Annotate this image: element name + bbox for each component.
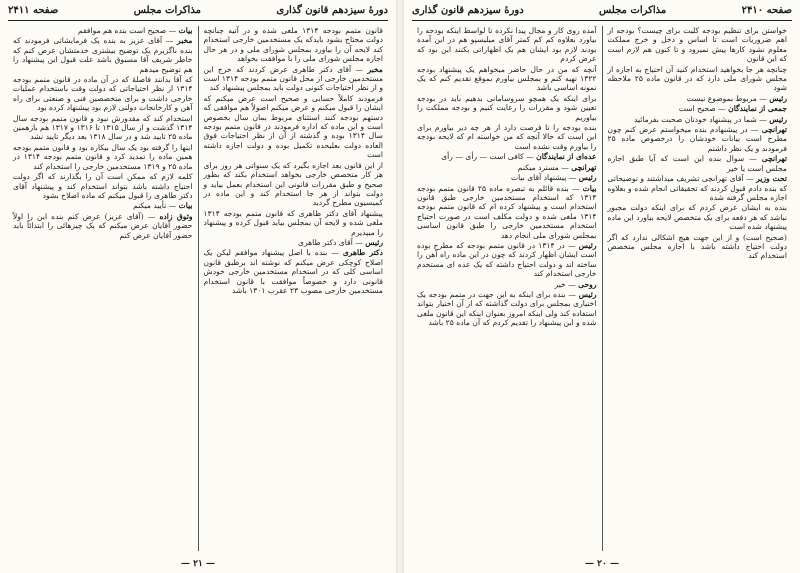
paragraph xyxy=(608,115,788,124)
speaker-dash: — xyxy=(523,152,537,162)
speaker-name: تهرانچی xyxy=(571,162,597,172)
paragraph-text: آقای عزیز به بنده یک فرمایشاتی فرمودند که بنده ناگزیرم یک توضیح بیشتری خدمتشان عرض کنم که خاطر شریف آقا مسبوق باشد علت قبول این پیشنهاد را هم توضیح میدهم xyxy=(13,36,193,74)
paragraph-text: در پیشنهادم بنده میخواستم عرض کنم چون مطرح است بیانات خودشان را درخصوص ماده ۲۵ فرمودند و یک نظر داشتم xyxy=(607,125,787,153)
paragraph-text: کافی است — رأی — رأی xyxy=(441,152,524,162)
paragraph xyxy=(13,143,193,171)
speaker-dash: — xyxy=(756,114,770,124)
paragraph-text: پیشنهاد آقای بیات xyxy=(510,173,567,183)
paragraph xyxy=(417,290,597,328)
paragraph-text: کلمه لازم که ممکن است آن را بگذارند که اگر دولت احتیاج داشته باشد بتواند استخدام کند و پیشنهاد آقای دکتر طاهری را قبول میکنم که ماده اصلاح بشود xyxy=(13,172,193,200)
paragraph-text: بنده قائلم به تبصره ماده ۲۵ قانون متمم بودجه ۱۳۱۴ که استخدام مستخدمین خارجی طبق قانون استخدام است و پیشنهاد کرده ام که قانون متمم بودجه ۱۳۱۴ ملغی شده و دولت مکلف است در صورت احتیاج استخدام مستخدمین خارجی را طبق قانون اساسی بمجلس شورای ملی انجام دهد xyxy=(417,183,597,240)
paragraph xyxy=(204,238,384,247)
speaker-dash: — xyxy=(564,240,579,250)
paragraph-text: خیر xyxy=(554,279,566,289)
paragraph-text: صحیح است بنده هم موافقم xyxy=(78,26,167,35)
paragraph xyxy=(204,209,384,237)
paragraph xyxy=(608,104,788,113)
paragraph-text: برای اینکه یک همچو سروسامانی بدهیم باید در بودجه تعیین شود و مقررات را رعایت کنیم و بودجه مملکت را بیاوریم xyxy=(417,93,597,122)
right-page-column-right xyxy=(603,26,793,551)
speaker-name: تهرانچی xyxy=(761,154,787,164)
paragraph-text: مسترد میکنم xyxy=(517,162,559,172)
speaker-name: مخبر xyxy=(177,36,193,46)
paragraph-text: آنچه که من در حال حاضر میخواهم یک پیشنهاد بودجه ۱۳۲۲ تهیه کنم و بمجلس بیاورم بموقع تقدیم کنم که یک نمونه اساسی باشد xyxy=(417,64,597,93)
paragraph xyxy=(608,26,788,64)
paragraph xyxy=(204,161,384,208)
paragraph xyxy=(417,123,597,151)
speaker-name: بیات xyxy=(178,201,193,211)
speaker-dash: — xyxy=(756,93,770,103)
right-page-header-rule xyxy=(412,20,792,21)
speaker-dash: — xyxy=(162,36,178,46)
speaker-dash: — xyxy=(143,211,160,221)
speaker-name: بیات xyxy=(582,183,597,193)
paragraph xyxy=(417,152,597,161)
paragraph xyxy=(608,233,788,261)
speaker-name: تهرانچی xyxy=(761,125,788,135)
paragraph xyxy=(13,36,193,74)
speaker-dash: — xyxy=(351,64,368,74)
paragraph xyxy=(204,248,384,295)
paragraph xyxy=(608,203,788,231)
paragraph-text: در ۱۳۱۴ در قانون متمم بودجه که مطرح بوده است ایشان اظهار کردند که چون در این ماده راه آهن را ساخته اند و دولت احتیاج داشته که یک عده ای مستخدم خارجی استخدام کند xyxy=(417,240,597,279)
paragraph xyxy=(204,65,384,93)
paragraph-text: آقای دکتر طاهری عرض کردند که خرج این مستخدمین خارجی از محل قانون متمم بودجه ۱۳۱۴ است و از نظر احتیاجات کنونی دولت باید بمجلس پیشنهاد کند xyxy=(203,64,384,93)
paragraph xyxy=(417,173,597,182)
paragraph xyxy=(608,174,788,202)
paragraph xyxy=(417,163,597,172)
left-page-header xyxy=(8,2,388,18)
paragraph xyxy=(417,241,597,279)
paragraph xyxy=(204,26,384,64)
left-page xyxy=(0,0,396,573)
paragraph-text: اینها را گرفته بود یک سال بیکاره بود و قانون متمم بودجه همین ماده را تمدید کرد و قانون متمم بودجه ۱۳۱۴ در ماده ۲۵ و ۱۳۱۹ مستخدمین خارجی را استخدام کند xyxy=(13,142,193,171)
paragraph xyxy=(608,125,788,153)
paragraph xyxy=(417,26,597,64)
right-page-session: دورهٔ سیزدهم قانون گذاری xyxy=(412,4,524,16)
paragraph xyxy=(13,172,193,200)
paragraph xyxy=(608,154,788,173)
paragraph-text: استخدام کند که مقدورش نبود و قانون متمم بودجه سال ۱۳۱۴ گذشت و از سال ۱۳۱۵ تا ۱۳۱۶ و ۱۳۱۷ هم بازهمین ماده ۲۵ تایید شد و در سال ۱۳۱۸ بعد دیگر تایید نشد xyxy=(13,113,193,142)
book-gutter xyxy=(396,0,404,573)
paragraph-text: از این قانون بعد اجازه بگیرد که یک سنواتی هر روز برای هر کار متخصص خارجی بخواهد استخدام بکند که بطور صحیح و طبق مقررات قانونی این استخدام بعمل بیاید و دولت بتواند از هر جا استخدام کند و این ماده در کمیسیون مطرح گردید xyxy=(203,160,383,208)
paragraph-text: شما در پیشنهاد خودتان صحبت بفرمائید xyxy=(633,114,757,124)
paragraph xyxy=(13,201,193,210)
paragraph-text: که آقا بدانند فاصلهٔ که در آن ماده در قانون متمم بودجه ۱۳۱۴ از نظر احتیاجاتی که دولت وقت باستخدام عملیات خارجی داشت و برای متخصصین فنی و صنعتی برای راه آهن و کارخانجات دولتی لازم بود پیشنهاد کرده بود xyxy=(13,75,193,113)
speaker-name: رئیس xyxy=(769,114,787,124)
paragraph-text: بنده با اصل پیشنهاد موافقم لیکن یک اصلاح کوچکی عرض میکنم که نوشته اند برطبق قانون اساسی کلی که در استخدام مستخدمین خارجی خودش قانونی دارد و خصوصاً موافقت با قانون استخدام مستخدمین خارجی مصوب ۲۳ عقرب ۱۳۰۱ باشد xyxy=(203,248,383,295)
paragraph-text: قانون متمم بودجه ۱۳۱۴ ملغی شده و در آتیه چنانچه دولت محتاج بشود بایدکه یک مستخدمین خارجی استخدام کند لایحه آن را بیاورد بمجلس شورای ملی و در هر حال اجازه مجلس شورای ملی را با موافقت بخواهد xyxy=(203,26,383,64)
paragraph-text: آقای دکتر طاهری xyxy=(298,237,353,247)
right-page-title: مذاکرات مجلس xyxy=(599,4,667,16)
speaker-dash: — xyxy=(743,174,757,184)
paragraph-text: آقای تهرانچی تشریف میداشتند و توضیحاتی که بنده دادم قبول کردند که تحقیقاتی انجام شده و بعلاوه اجازه مجلس گرفته شده xyxy=(607,174,787,202)
paragraph-text: پیشنهاد آقای دکتر طاهری که قانون متمم بودجه ۱۳۱۴ ملغی شده و لایحه آن بمجلس بیاید قبول کرده و پیشنهاد را میپذیرم xyxy=(203,208,383,237)
left-page-session: دورهٔ سیزدهم قانون گذاری xyxy=(276,4,388,16)
speaker-dash: — xyxy=(715,104,729,114)
speaker-name: رئیس xyxy=(578,289,597,299)
right-page xyxy=(404,0,800,573)
left-page-column-right xyxy=(199,26,389,551)
paragraph-text: تأیید میکنم xyxy=(133,201,167,211)
speaker-name: تحت وزیر xyxy=(756,174,787,184)
right-page-header xyxy=(412,2,792,18)
paragraph-text: بنده برای اینکه به این جهت در متمم بودجه یک اختیاری بمجلس برای دولت گذاشته که از آن اختیار بتواند استفاده کند ولی اینکه امروز بعنوان اینکه این قانون ملغی شده و این پیشنهاد را تقدیم کردم که آن ماده ۲۵ باشد xyxy=(417,289,597,328)
speaker-dash: — xyxy=(327,248,343,258)
speaker-name: رئیس xyxy=(578,240,597,250)
speaker-dash: — xyxy=(568,183,583,193)
speaker-dash: — xyxy=(565,289,579,299)
left-page-label: صفحه ۲۴۱۱ xyxy=(8,4,59,16)
speaker-name: عده‌ای از نمایندگان xyxy=(536,152,597,162)
speaker-dash: — xyxy=(352,237,366,247)
left-page-columns xyxy=(8,26,388,551)
speaker-dash: — xyxy=(558,162,572,172)
left-page-column-left xyxy=(8,26,198,551)
speaker-name: بیات xyxy=(178,26,193,35)
paragraph xyxy=(417,94,597,122)
speaker-name: روحی xyxy=(578,279,597,289)
speaker-dash: — xyxy=(566,173,579,183)
speaker-name: وثوق زاده xyxy=(159,211,193,221)
paragraph-text: فرمودند کاملاً حسابی و صحیح است عرض میکنم که ایشان را قبول میکنم و عرض میکنم اصولاً هم موافقی که دستهم بودجه کنند استثنای مربوط بمان سال بخصوص است و این ماده که اداره فرمودند در قانون متمم بودجه سال ۱۳۱۴ بوده و گذشته از آن از نظر احتیاجات فوق العاده دولت بعلیحده تکمیل بوده و دولت اجازه داشته است xyxy=(203,93,383,160)
speaker-name: رئیس xyxy=(578,173,597,183)
paragraph xyxy=(13,75,193,113)
right-page-columns xyxy=(412,26,792,551)
right-page-number: — ۲۰ — xyxy=(585,559,619,569)
paragraph-text: چنانچه هر جا بخواهید استخدام کنید آن احتیاج به اجازه از مجلس شورای ملی دارد که در قانون ماده ۲۵ ملاحظه شود xyxy=(607,64,788,93)
speaker-dash: — xyxy=(166,26,179,35)
paragraph xyxy=(13,114,193,142)
paragraph xyxy=(13,212,193,240)
right-page-column-left xyxy=(412,26,602,551)
paragraph-text: (صحیح است) و از این جهت هیچ اشکالی ندارد که اگر دولت احتیاج داشته باشد با اجازه مجلس متخصص استخدام کند xyxy=(607,232,787,261)
paragraph-text: صحیح است xyxy=(678,104,716,114)
paragraph xyxy=(417,280,597,289)
paragraph xyxy=(608,94,788,103)
paragraph xyxy=(417,65,597,93)
speaker-name: دکتر طاهری xyxy=(342,248,384,258)
paragraph xyxy=(417,184,597,240)
speaker-dash: — xyxy=(565,279,579,289)
paragraph-text: سوال بنده این است که آیا طبق اجازه مجلس است یا خیر xyxy=(607,154,787,173)
paragraph-text: بنده بودجه را تا فرصت دارد از هر چه دیر بیاورم برای این است که حالا آنچه که من خواسته ام که لایحه بودجه را بیاورم وقت نشده است xyxy=(417,123,597,151)
paragraph xyxy=(204,94,384,160)
paragraph xyxy=(608,65,788,93)
right-page-label: صفحه ۲۴۱۰ xyxy=(741,4,792,16)
paragraph-text: بنده به ایشان عرض کردم که برای اینکه دولت مجبور نباشد که هر دفعه برای یک متخصص لایحه بیاورد این ماده پیشنهاد شده است xyxy=(607,203,787,232)
speaker-dash: — xyxy=(744,154,762,164)
paragraph-text: مربوط بموضوع نیست xyxy=(686,93,757,103)
speaker-name: رئیس xyxy=(769,93,787,103)
paragraph-text: آمده روی کار و مجال پیدا نکرده تا لواسط اینکه بودجه را بیاورد بعلاوه کم کم کمتر آقای میلیسپو هم در این آمده بودند لازم بود ایشان هم یک اظهاراتی بکنند این بود که عرض کردم xyxy=(417,26,597,64)
left-page-number: — ۲۱ — xyxy=(181,559,215,569)
speaker-dash: — xyxy=(166,201,179,211)
paragraph-text: خواستن برای تنظیم بودجه کلیت برای چیست؟ بودجه از اهم ضروریات است تا اساس و دخل و خرج مملکت معلوم نشود کارها پیش نمیرود و تا کنون هم لازم است که این قانون xyxy=(607,26,787,64)
speaker-name: رئیس xyxy=(365,237,383,247)
paragraph-text: (آقای عزیز) عرض کنم بنده این را اولاً حضور آقایان عرض میکنم که یک چیزهائی را ابتدائاً باید حضور آقایان عرض کنم xyxy=(13,211,193,240)
speaker-name: مخبر xyxy=(367,64,383,74)
left-page-title: مذاکرات مجلس xyxy=(133,4,201,16)
paragraph xyxy=(13,26,193,35)
speaker-dash: — xyxy=(747,125,762,135)
speaker-name: جمعی از نمایندگان xyxy=(728,104,787,114)
left-page-header-rule xyxy=(8,20,388,21)
